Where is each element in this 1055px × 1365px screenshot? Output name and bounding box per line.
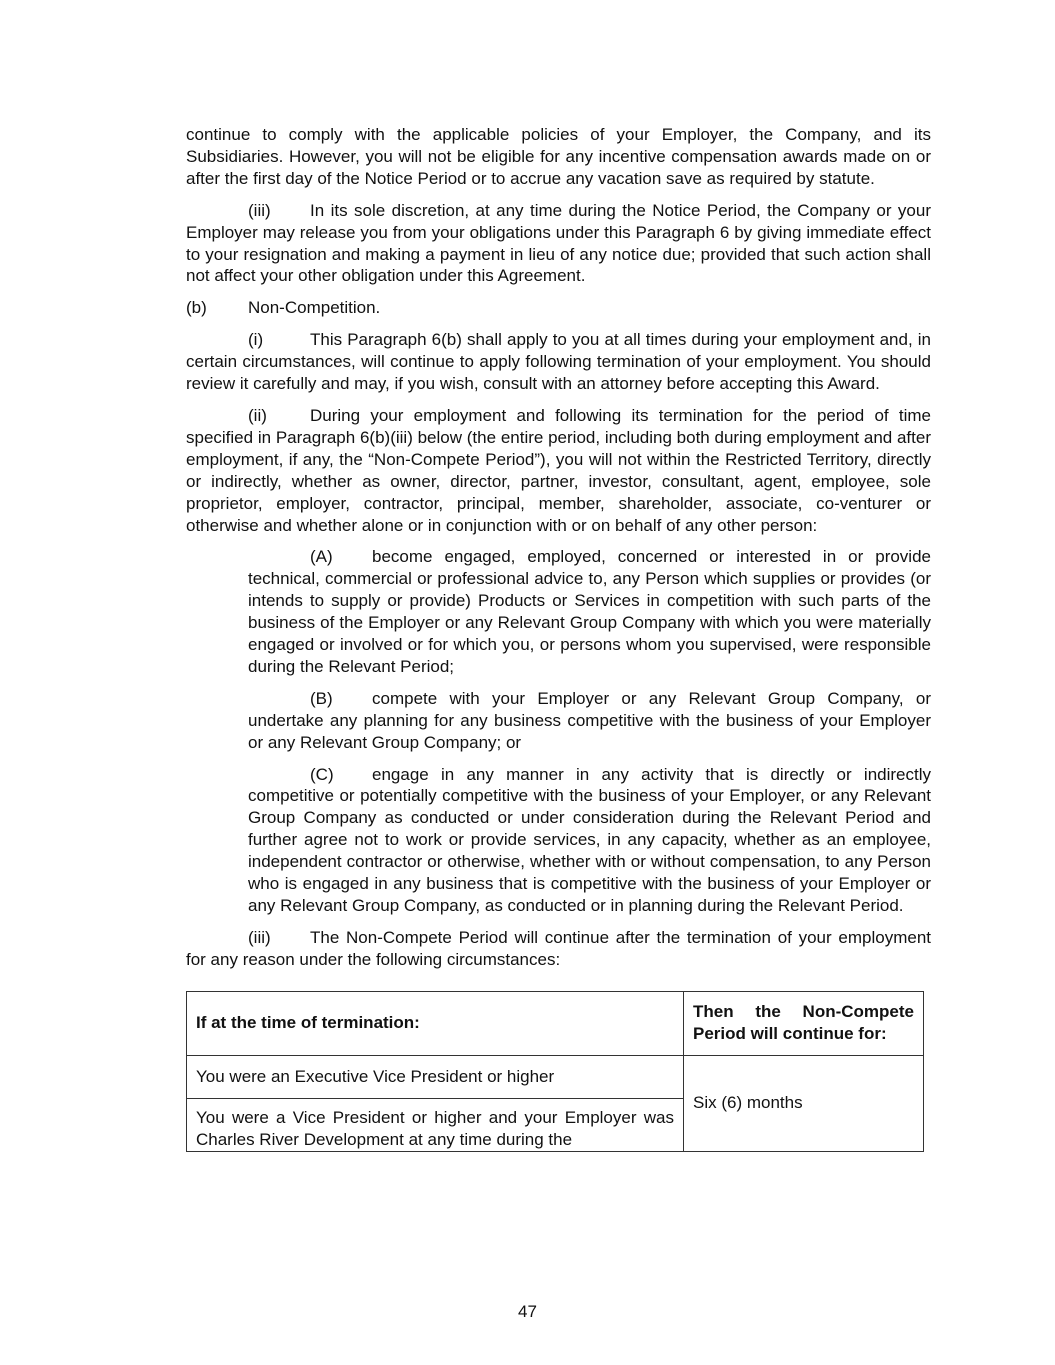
section-marker: (b) (186, 298, 207, 318)
clause-marker: (ii) (248, 405, 267, 425)
page-number: 47 (518, 1302, 537, 1321)
subclause-text: become engaged, employed, concerned or interested in or provide technical, commercial or professional advice to, any Person which supplies or provides (or intends to supply or provide) Products or Services in competition with such parts of the business of the Employer or any Relevant Group Company with which you were materially engaged or involved or for which you, or persons whom you supervised, were responsible during the Relevant Period; (248, 547, 931, 676)
table-header-condition: If at the time of termination: (187, 991, 684, 1055)
table-header-duration: Then the Non-Compete Period will continue for: (684, 991, 924, 1055)
clause-b-iii (186, 927, 931, 971)
clause-text: This Paragraph 6(b) shall apply to you at all times during your employment and, in certain circumstances, will continue to apply following termination of your employment. You should review it carefully and may, if you wish, consult with an attorney before accepting this Award. (186, 330, 931, 394)
table-cell-condition (187, 1098, 684, 1151)
section-b-heading (186, 297, 931, 319)
clause-marker: (i) (248, 330, 264, 350)
clause-text: The Non-Compete Period will continue after the termination of your employment for any reason under the following circumstances: (186, 927, 931, 969)
subclause-b-ii-a (248, 546, 931, 677)
subclause-b-ii-c (248, 764, 931, 917)
non-compete-period-table (186, 991, 924, 1152)
clause-b-ii (186, 405, 931, 536)
table-cell-condition: You were an Executive Vice President or higher (187, 1055, 684, 1098)
clause-a-iii (186, 200, 931, 288)
table-header-row (187, 991, 924, 1055)
subclause-text: compete with your Employer or any Relevant Group Company, or undertake any planning for any business competitive with the business of your Employer or any Relevant Group Company; or (248, 688, 931, 752)
clause-marker: (iii) (248, 200, 271, 220)
table-cell-duration: Six (6) months (684, 1055, 924, 1151)
clause-marker: (iii) (248, 927, 271, 947)
subclause-text: engage in any manner in any activity that is directly or indirectly competitive or potentially competitive with the business of your Employer, or any Relevant Group Company as conducted or under consideration during the Relevant Period and further agree not to work or provide services, in any capacity, whether as an employee, independent contractor or otherwise, whether with or without compensation, to any Person who is engaged in any business that is competitive with the business of your Employer or any Relevant Group Company, as conducted or in planning during the Relevant Period. (248, 764, 931, 915)
section-title: Non-Competition. (248, 298, 381, 318)
document-body (186, 124, 931, 1152)
subclause-b-ii-b (248, 688, 931, 754)
table-cell-text: You were a Vice President or higher and your Employer was Charles River Development at any time during the (196, 1107, 674, 1149)
subclause-marker: (A) (310, 547, 333, 567)
clause-b-i (186, 329, 931, 395)
table-row (187, 1055, 924, 1098)
clause-text: During your employment and following its termination for the period of time specified in Paragraph 6(b)(iii) below (the entire period, including both during employment and after employment, if any, the “Non-Compete Period”), you will not within the Restricted Territory, directly or indirectly, whether as owner, director, partner, investor, consultant, agent, employee, sole proprietor, employer, contractor, principal, member, shareholder, associate, co-venturer or otherwise and whether alone or in conjunction with or on behalf of any other person: (186, 405, 931, 535)
paragraph-continued: continue to comply with the applicable policies of your Employer, the Company, and its Subsidiaries. However, you will not be eligible for any incentive compensation awards made on or after the first day of the Notice Period or to accrue any vacation save as required by statute. (186, 125, 931, 188)
subclause-marker: (B) (310, 688, 333, 708)
clause-text: In its sole discretion, at any time during the Notice Period, the Company or your Employer may release you from your obligations under this Paragraph 6 by giving immediate effect to your resignation and making a payment in lieu of any notice due; provided that such action shall not affect your other obligation under this Agreement. (186, 200, 931, 286)
subclause-marker: (C) (310, 764, 334, 784)
